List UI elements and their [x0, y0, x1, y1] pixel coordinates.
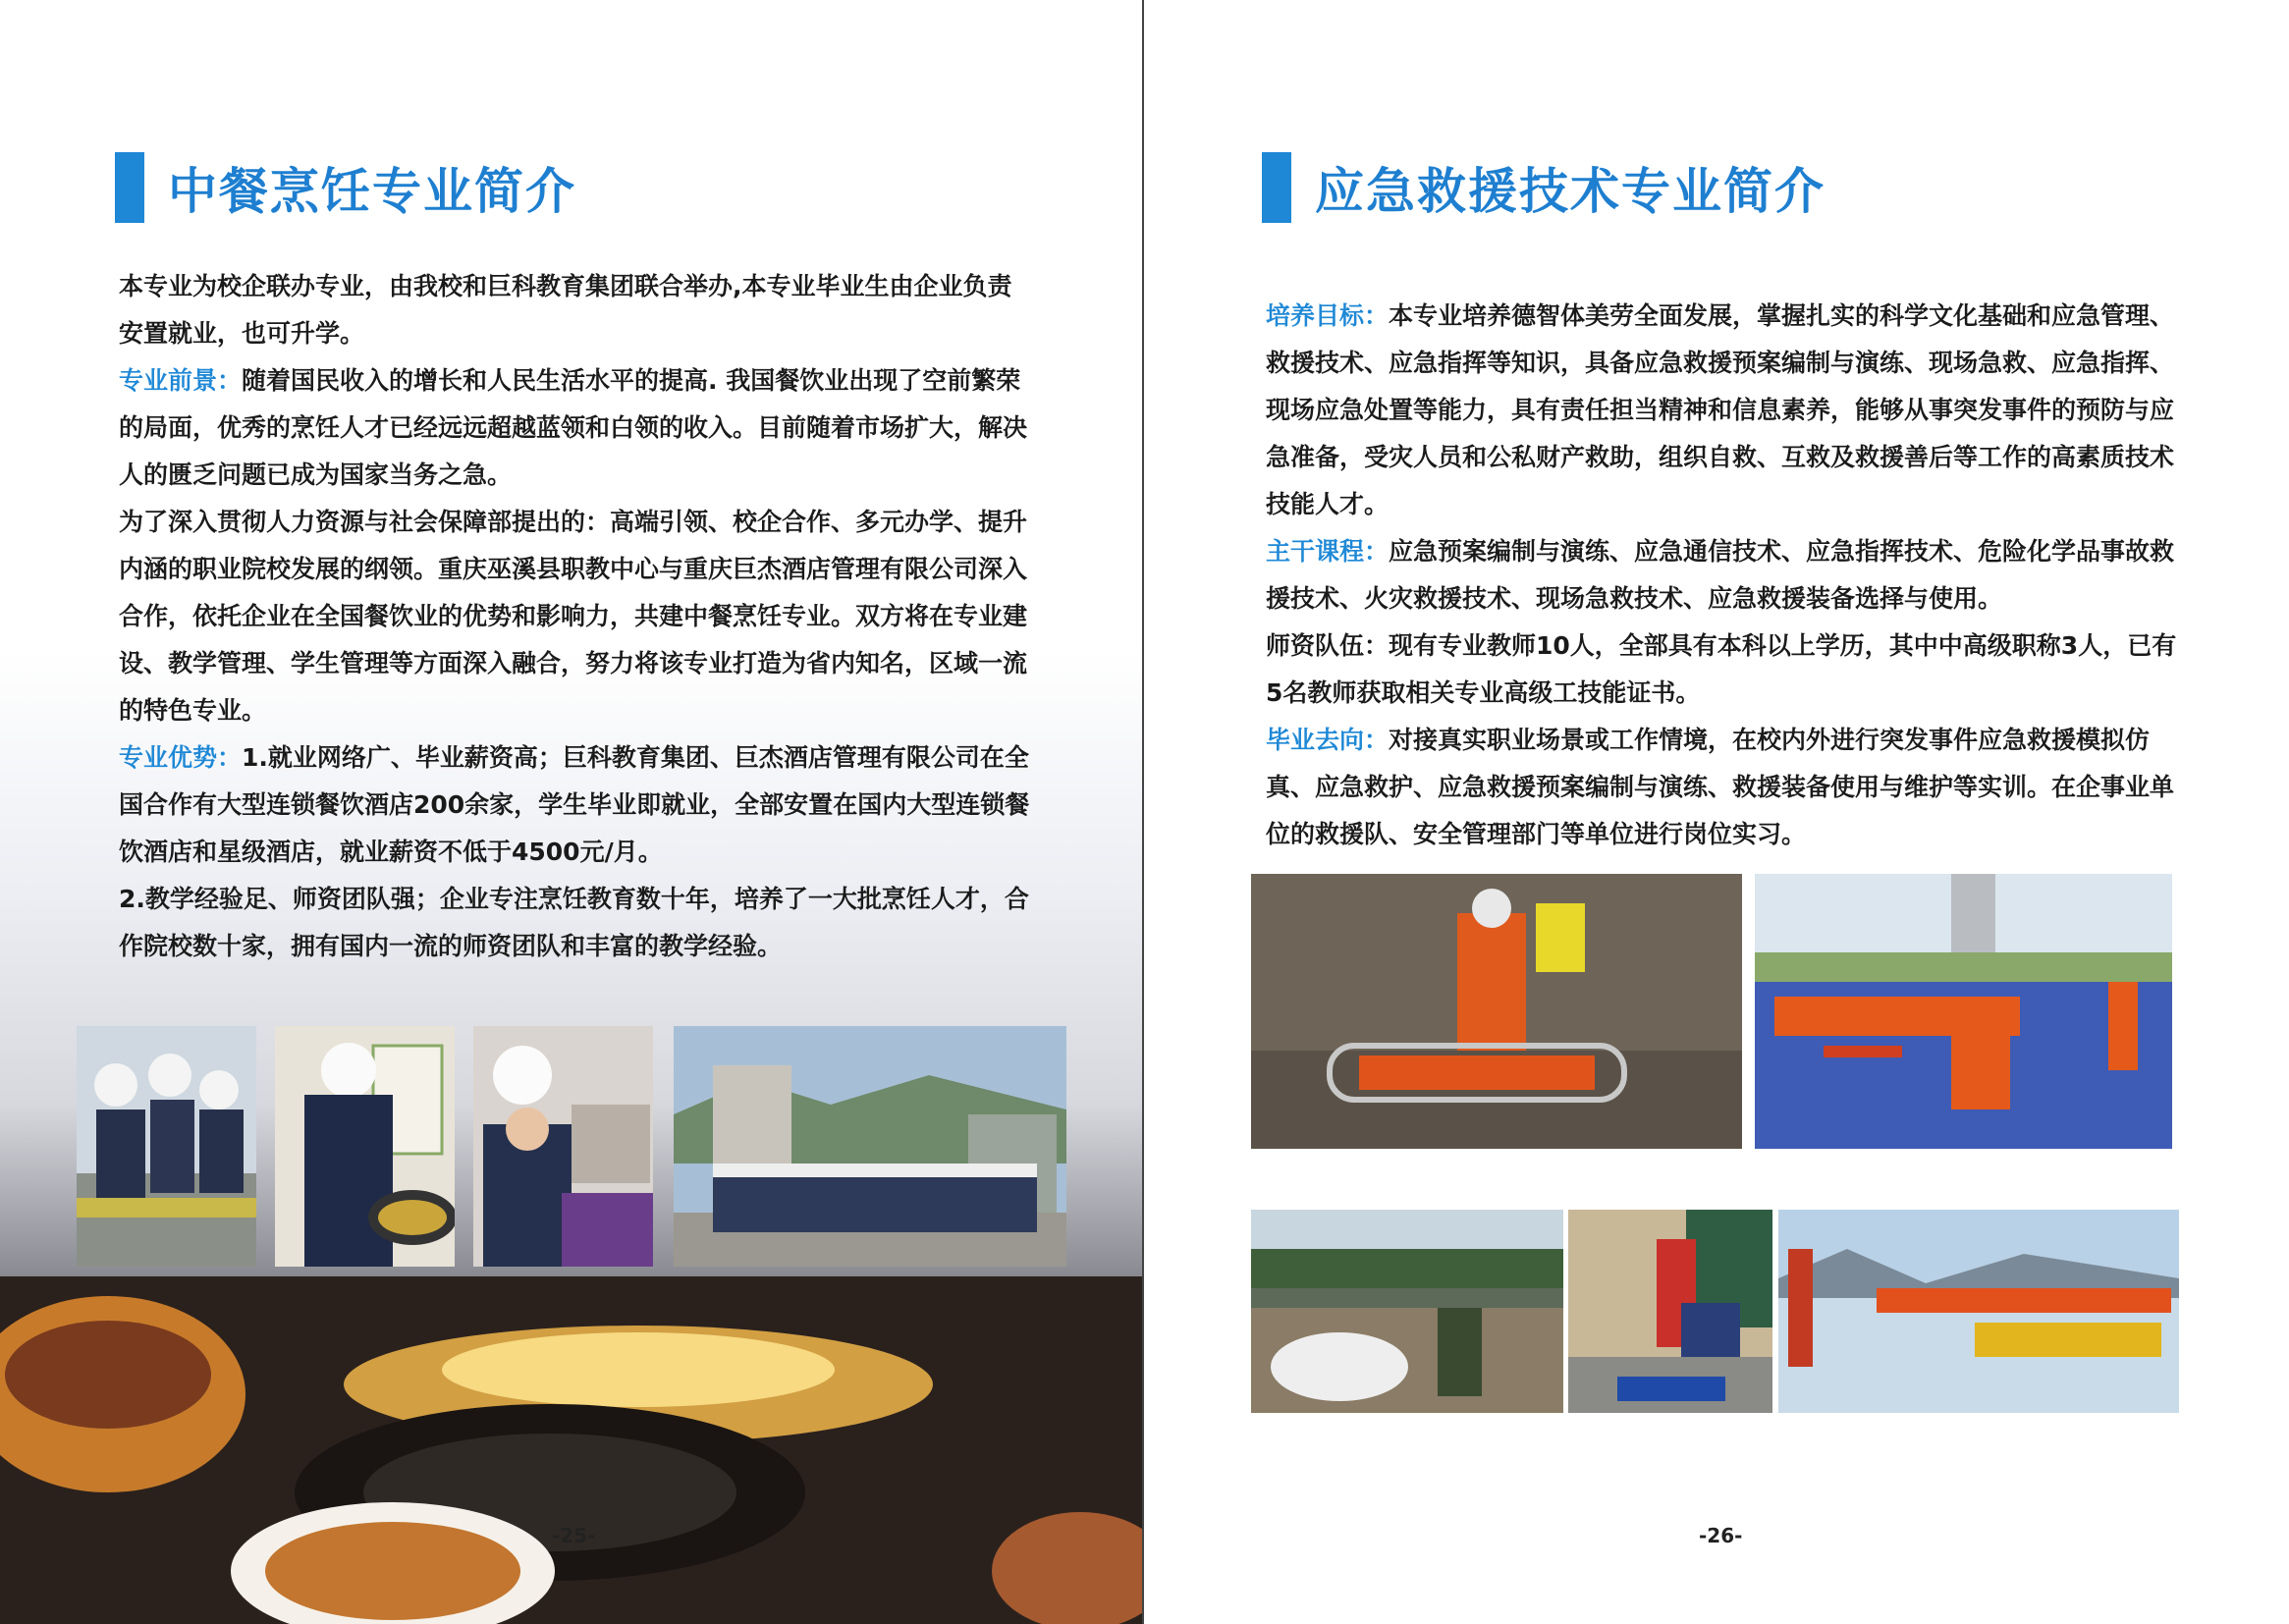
advantage-1-text: 1.就业网络广、毕业薪资高；巨科教育集团、巨杰酒店管理有限公司在全国合作有大型连锁餐饮酒店200余家，学生毕业即就业，全部安置在国内大型连锁餐饮酒店和星级酒店，就业薪资不低于4500元/月。	[119, 743, 1030, 866]
destination-text: 对接真实职业场景或工作情境，在校内外进行突发事件应急救援模拟仿真、应急救护、应急救援预案编制与演练、救援装备使用与维护等实训。在企事业单位的救援队、安全管理部门等单位进行岗位实习。	[1266, 726, 2175, 848]
left-page	[0, 0, 1142, 1624]
courses-text: 应急预案编制与演练、应急通信技术、应急指挥技术、危险化学品事故救援技术、火灾救援技术、现场急救技术、应急救援装备选择与使用。	[1266, 537, 2175, 613]
right-page	[1144, 0, 2289, 1624]
photo-flaming-dishes	[0, 1276, 1142, 1624]
photo-students-cooking	[77, 1026, 256, 1267]
cooperation-paragraph: 为了深入贯彻人力资源与社会保障部提出的：高端引领、校企合作、多元办学、提升内涵的职业院校发展的纲领。重庆巫溪县职教中心与重庆巨杰酒店管理有限公司深入合作，依托企业在全国餐饮业的优势和影响力，共建中餐烹饪专业。双方将在专业建设、教学管理、学生管理等方面深入融合，努力将该专业打造为省内知名，区域一流的特色专业。	[119, 508, 1028, 725]
prospect-label: 专业前景：	[119, 366, 243, 395]
destination-paragraph	[1266, 717, 2179, 858]
prospect-text: 随着国民收入的增长和人民生活水平的提高. 我国餐饮业出现了空前繁荣的局面，优秀的烹饪人才已经远远超越蓝领和白领的收入。目前随着市场扩大，解决人的匮乏问题已成为国家当务之急。	[119, 366, 1028, 489]
goal-paragraph	[1266, 293, 2179, 528]
advantage-paragraph	[119, 734, 1032, 876]
photo-fire-extinguisher-drill	[1251, 1210, 1563, 1413]
intro-paragraph: 本专业为校企联办专业，由我校和巨科教育集团联合举办,本专业毕业生由企业负责安置就业，也可升学。	[119, 272, 1012, 348]
courses-paragraph	[1266, 528, 2179, 623]
heading-accent-bar	[115, 152, 144, 223]
prospect-paragraph	[119, 357, 1032, 499]
left-body-text	[119, 263, 1032, 970]
destination-label: 毕业去向：	[1266, 726, 1390, 754]
goal-label: 培养目标：	[1266, 301, 1390, 330]
photo-cpr-training	[1568, 1210, 1772, 1413]
photo-group-graduation	[674, 1026, 1066, 1267]
courses-label: 主干课程：	[1266, 537, 1390, 566]
heading-accent-bar	[1262, 152, 1291, 223]
photo-tasting-food	[473, 1026, 653, 1267]
faculty-paragraph: 师资队伍：现有专业教师10人，全部具有本科以上学历，其中中高级职称3人，已有5名教师获取相关专业高级工技能证书。	[1266, 631, 2177, 707]
advantage-2-paragraph: 2.教学经验足、师资团队强；企业专注烹饪教育数十年，培养了一大批烹饪人才，合作院校数十家，拥有国内一流的师资团队和丰富的教学经验。	[119, 885, 1029, 960]
right-heading	[1262, 152, 1826, 223]
right-page-title: 应急救援技术专业简介	[1315, 163, 1826, 220]
left-heading	[115, 152, 576, 223]
advantage-label: 专业优势：	[119, 743, 243, 772]
photo-chef-wok	[275, 1026, 455, 1267]
left-page-title: 中餐烹饪专业简介	[168, 163, 576, 220]
photo-rescue-stretcher	[1251, 874, 1742, 1149]
right-page-number: -26-	[1699, 1524, 1743, 1547]
goal-text: 本专业培养德智体美劳全面发展，掌握扎实的科学文化基础和应急管理、救援技术、应急指挥等知识，具备应急救援预案编制与演练、现场急救、应急指挥、现场应急处置等能力，具有责任担当精神和信息素养，能够从事突发事件的预防与应急准备，受灾人员和公私财产救助，组织自救、互救及救援善后等工作的高素质技术技能人才。	[1266, 301, 2175, 518]
photo-rescue-drill-track	[1755, 874, 2172, 1149]
right-body-text	[1266, 293, 2179, 858]
photo-ice-rescue	[1778, 1210, 2179, 1413]
left-page-number: -25-	[552, 1524, 596, 1547]
